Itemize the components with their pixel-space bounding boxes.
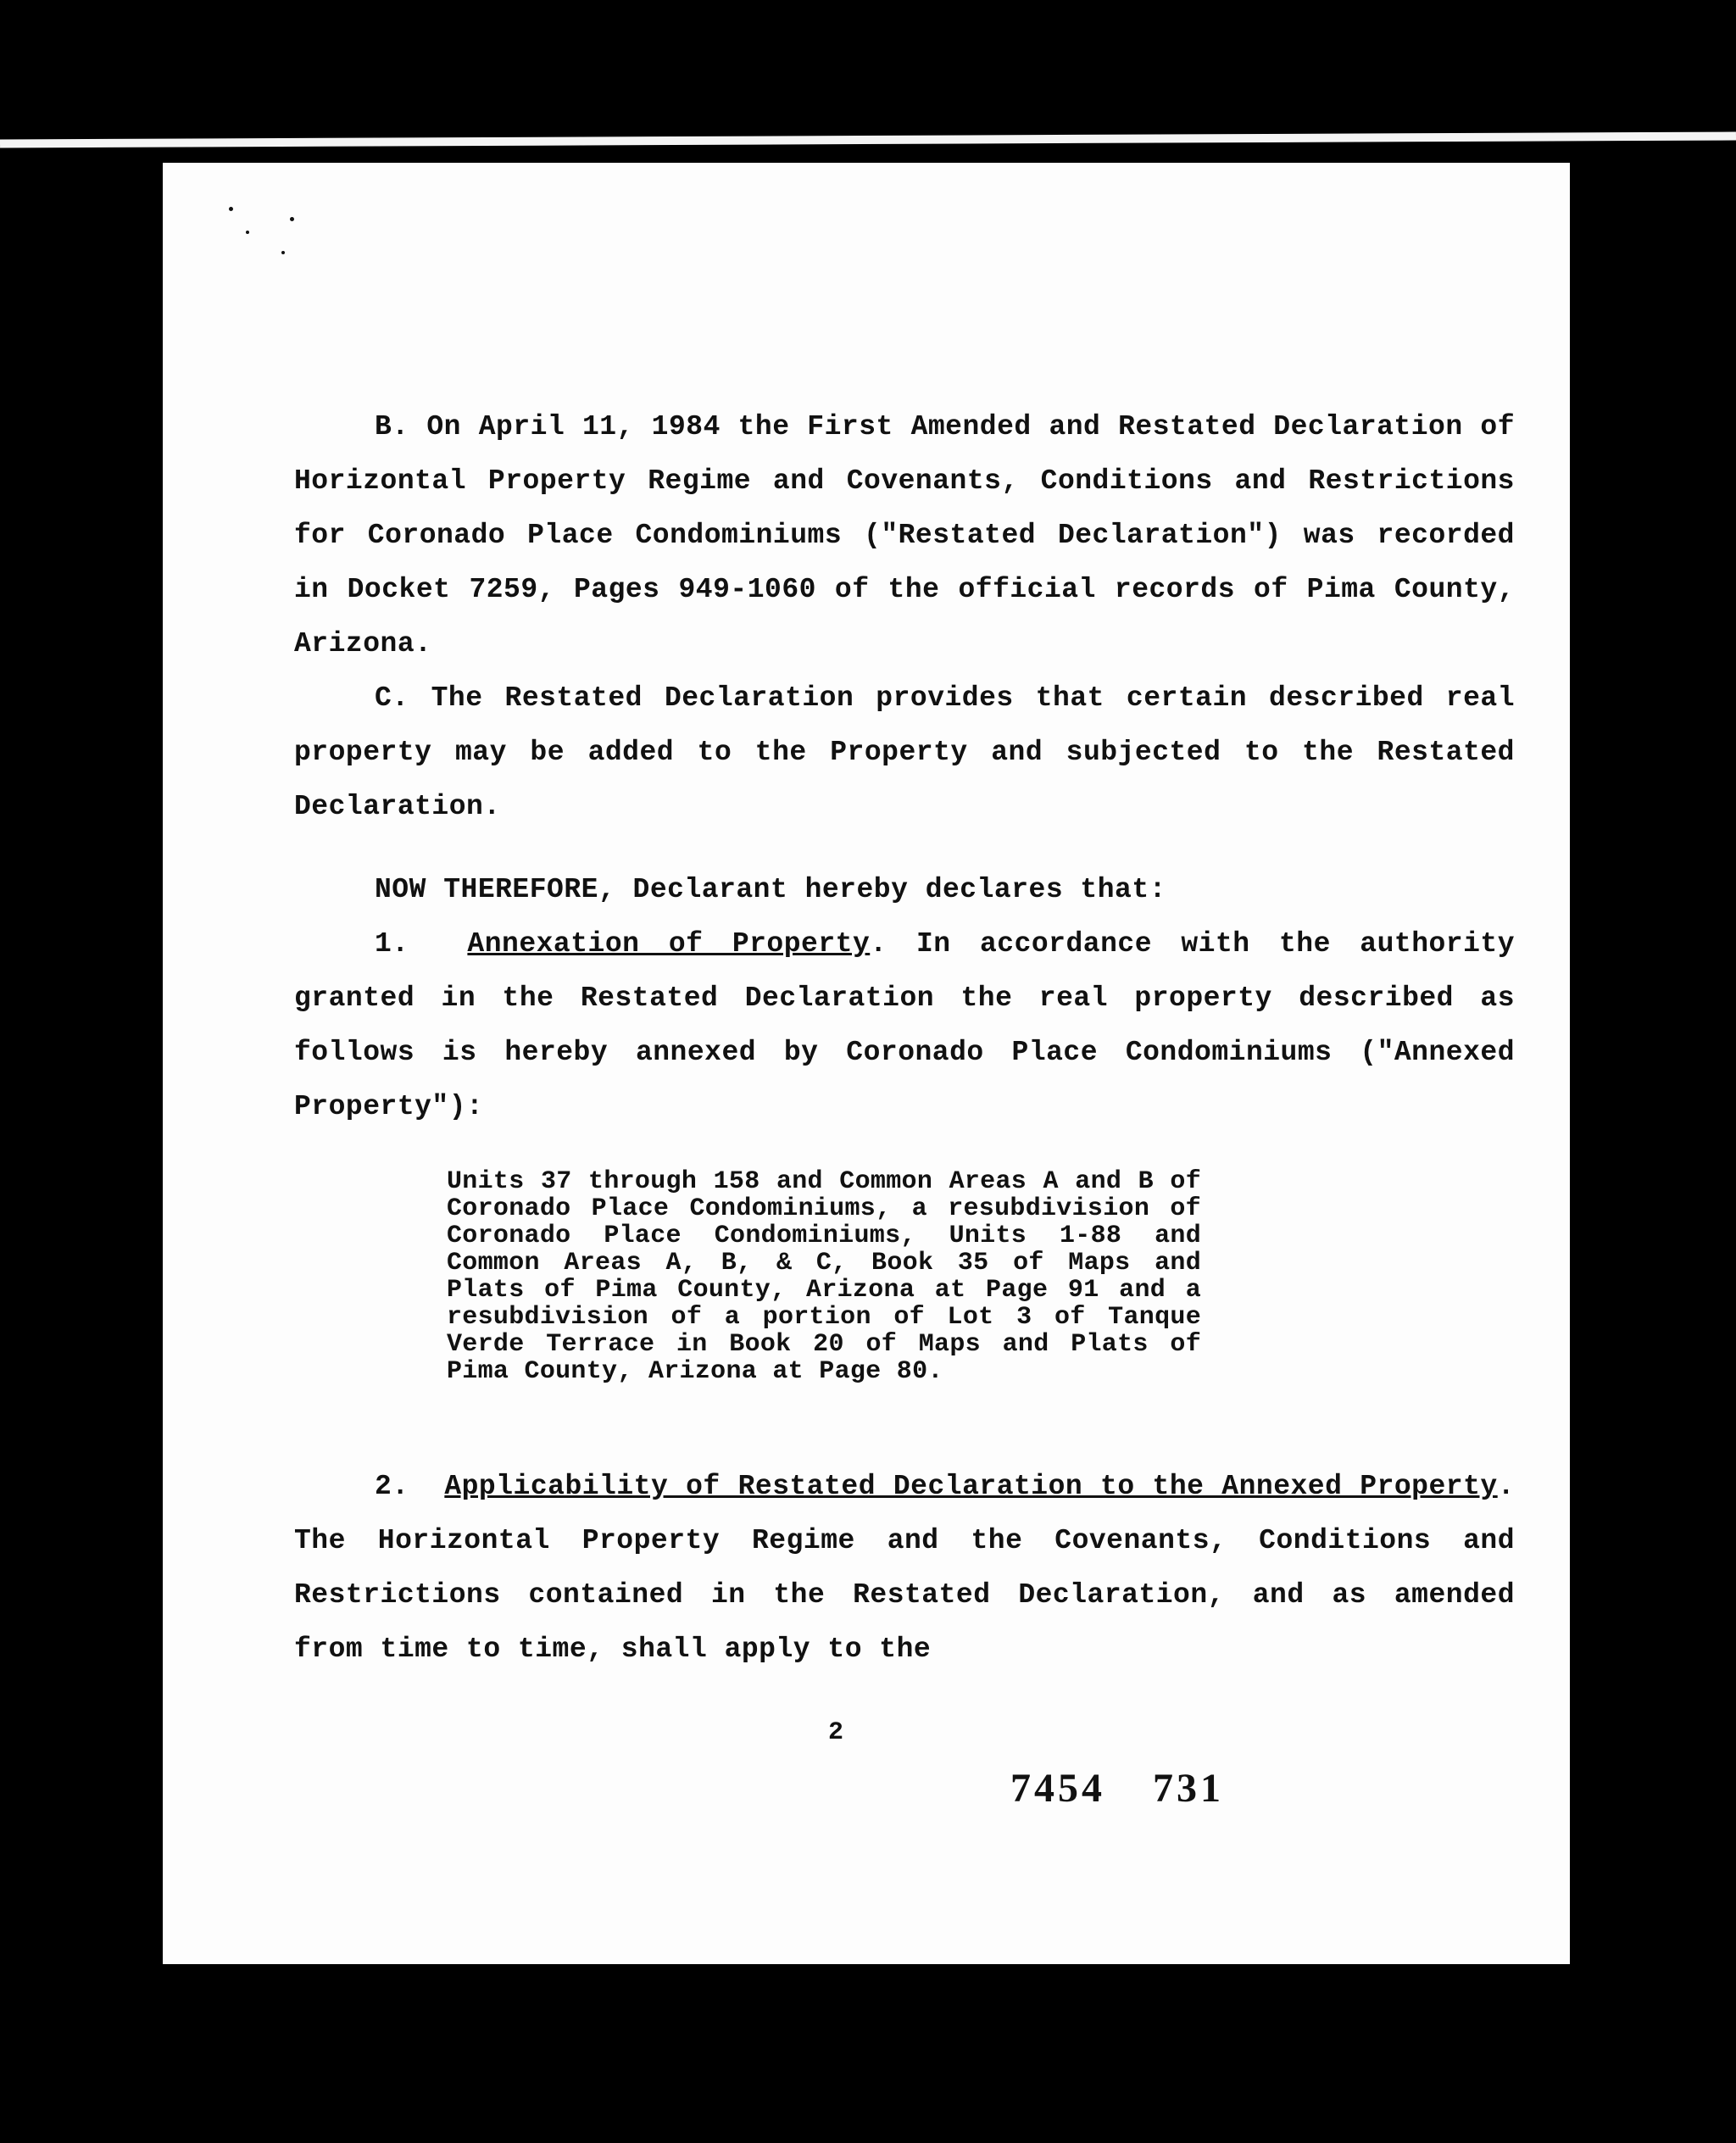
- section-1: [294, 917, 1515, 1134]
- docket-stamp: 7454 731: [1010, 1766, 1224, 1811]
- section-1-number: 1.: [375, 928, 409, 960]
- document-page: [163, 163, 1570, 1964]
- scan-edge-line: [0, 132, 1736, 148]
- page-number: 2: [828, 1718, 844, 1747]
- scan-speck: [229, 207, 233, 211]
- section-2-text: . The Horizontal Property Regime and the Covenants, Conditions and Restrictions contained in the Restated Declaration, and as amended from time to time, shall apply to the: [294, 1471, 1516, 1665]
- legal-description: Units 37 through 158 and Common Areas A and B of Coronado Place Condominiums, a resubdivision of Coronado Place Condominiums, Units 1-88 and Common Areas A, B, & C, Book 35 of Maps and Plats of Pima County, Arizona at Page 91 and a resubdivision of a portion of Lot 3 of Tanque Verde Terrace in Book 20 of Maps and Plats of Pima County, Arizona at Page 80.: [447, 1167, 1201, 1386]
- scan-speck: [281, 251, 285, 254]
- scan-speck: [246, 231, 249, 234]
- section-2-heading: Applicability of Restated Declaration to the Annexed Property: [444, 1471, 1498, 1502]
- recital-c: C. The Restated Declaration provides that certain described real property may be added to the Property and subjected to the Restated Declaration.: [294, 682, 1515, 822]
- section-2: [294, 1460, 1515, 1677]
- section-1-text: . In accordance with the authority granted in the Restated Declaration the real property described as follows is hereby annexed by Coronado Place Condominiums ("Annexed Property"):: [294, 928, 1516, 1122]
- recital-b: B. On April 11, 1984 the First Amended and Restated Declaration of Horizontal Property Regime and Covenants, Conditions and Restrictions for Coronado Place Condominiums ("Restated Declaration") was recorded in Docket 7259, Pages 949-1060 of the official records of Pima County, Arizona.: [294, 411, 1515, 660]
- section-2-number: 2.: [375, 1471, 409, 1502]
- section-1-heading: Annexation of Property: [467, 928, 871, 960]
- now-therefore-clause: NOW THEREFORE, Declarant hereby declares that:: [375, 874, 1166, 905]
- scan-speck: [290, 217, 294, 221]
